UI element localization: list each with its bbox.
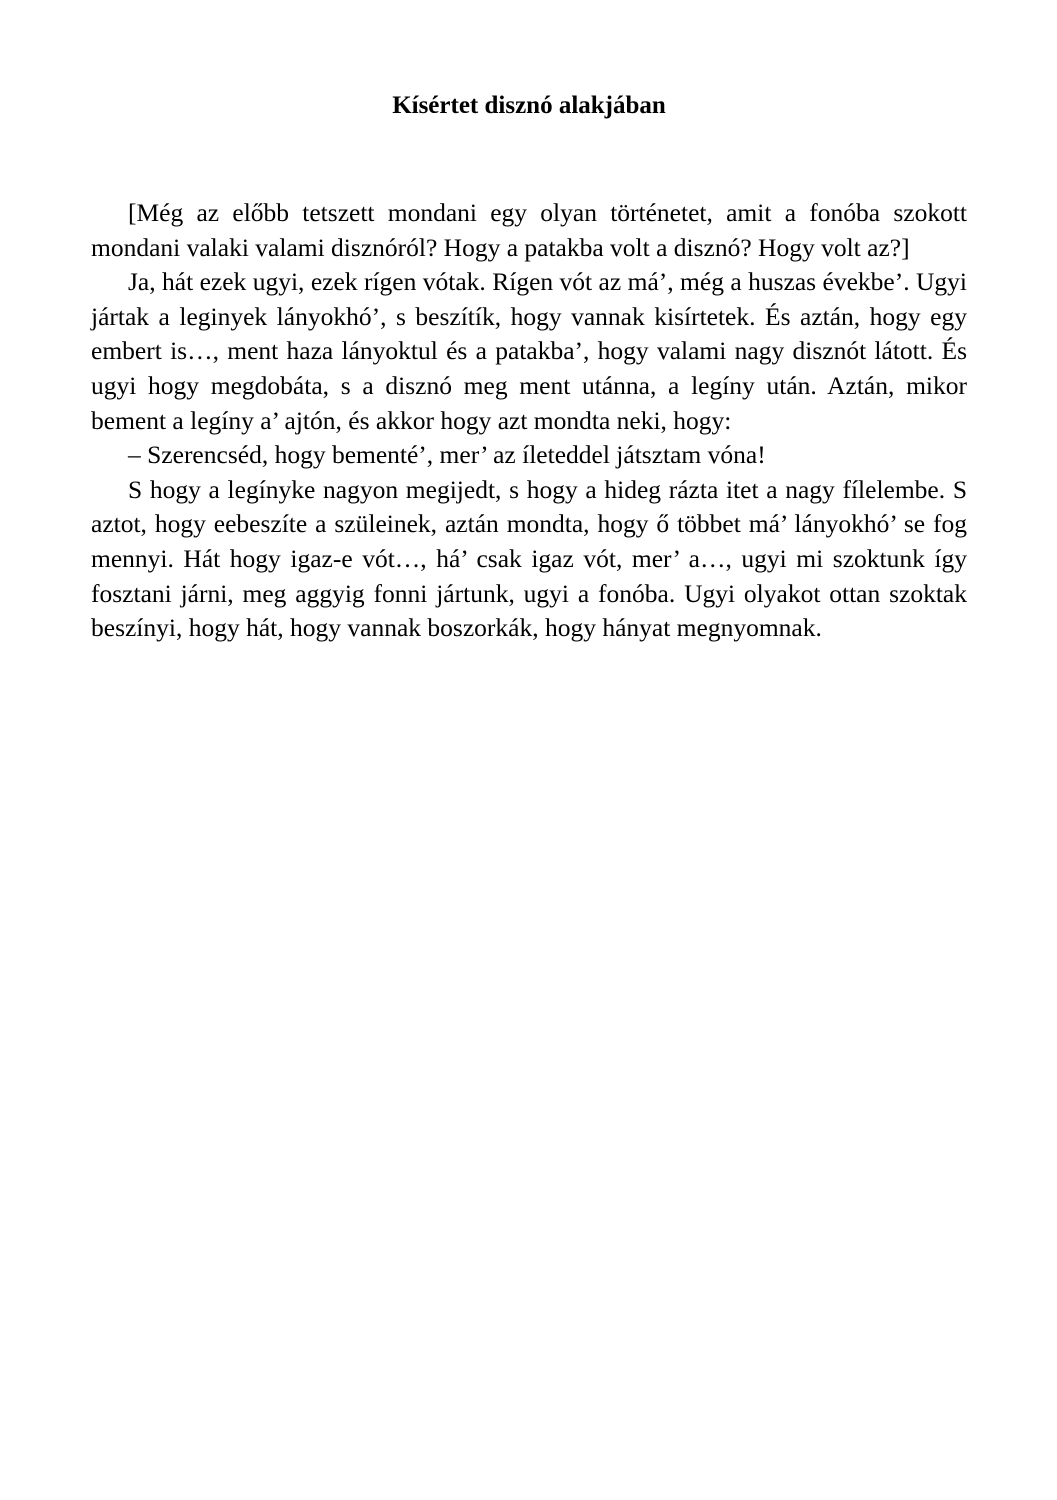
paragraph-answer: Ja, hát ezek ugyi, ezek rígen vótak. Rígen vót az má’, még a huszas évekbe’. Ugyi jártak a leginyek lányokhó’, s beszítík, hogy vannak kisírtetek. És aztán, hogy egy embert is…, ment haza lányoktul és a patakba’, hogy valami nagy disznót látott. És ugyi hogy megdobáta, s a disznó meg ment utánna, a legíny után. Aztán, mikor bement a legíny a’ ajtón, és akkor hogy azt mondta neki, hogy: xyxy=(91,267,967,435)
paragraph-conclusion: S hogy a legínyke nagyon megijedt, s hogy a hideg rázta itet a nagy fílelembe. S aztot, hogy eebeszíte a szüleinek, aztán mondta, hogy ő többet má’ lányokhó’ se fog mennyi. Hát hogy igaz-e vót…, há’ csak igaz vót, mer’ a…, ugyi mi szoktunk így fosztani járni, meg aggyig fonni jártunk, ugyi a fonóba. Ugyi olyakot ottan szoktak beszínyi, hogy hát, hogy vannak boszorkák, hogy hányat megnyomnak. xyxy=(91,474,967,643)
paragraph-dialogue: – Szerencséd, hogy bementé’, mer’ az íleteddel játsztam vóna! xyxy=(128,440,766,470)
document-title: Kísértet disznó alakjában xyxy=(392,92,666,119)
paragraph-question: [Még az előbb tetszett mondani egy olyan történetet, amit a fonóba szokott mondani valaki valami disznóról? Hogy a patakba volt a disznó? Hogy volt az?] xyxy=(91,198,967,262)
document-body xyxy=(91,196,967,646)
